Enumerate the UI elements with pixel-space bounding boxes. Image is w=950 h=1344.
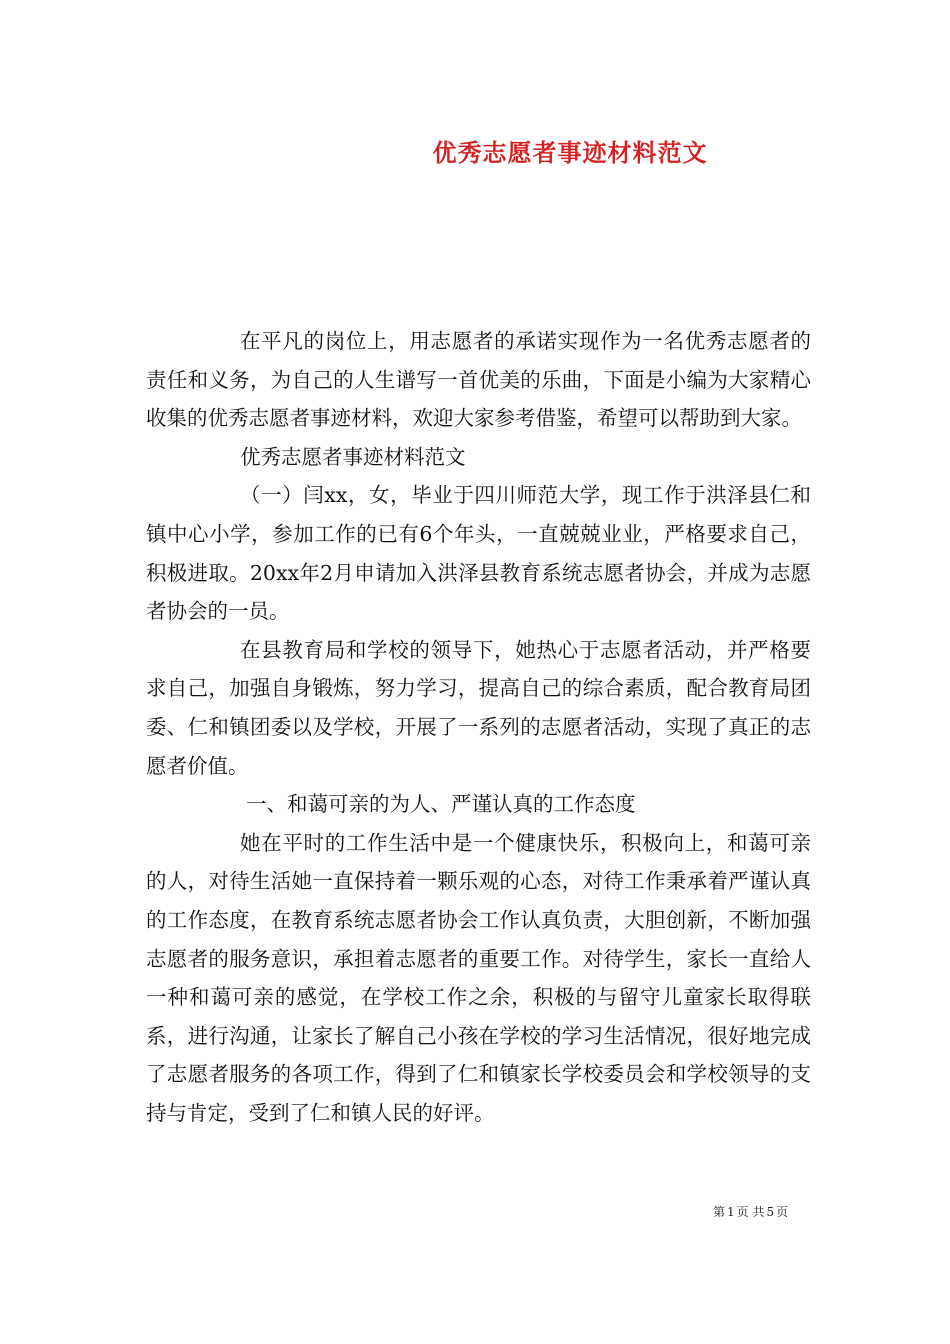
attitude-paragraph: 她在平时的工作生活中是一个健康快乐，积极向上，和蔼可亲的人，对待生活她一直保持着一颗乐观的心态，对待工作秉承着严谨认真的工作态度，在教育系统志愿者协会工作认真负责，大胆创新，不断加强志愿者的服务意识，承担着志愿者的重要工作。对待学生，家长一直给人一种和蔼可亲的感觉，在学校工作之余，积极的与留守儿童家长取得联系，进行沟通，让家长了解自己小孩在学校的学习生活情况，很好地完成了志愿者服务的各项工作，得到了仁和镇家长学校委员会和学校领导的支持与肯定，受到了仁和镇人民的好评。 (146, 830, 811, 1125)
page-total: 5 (766, 1205, 775, 1219)
page-middle: 页 共 (736, 1205, 765, 1219)
activity-paragraph: 在县教育局和学校的领导下，她热心于志愿者活动，并严格要求自己，加强自身锻炼，努力学习，提高自己的综合素质，配合教育局团委、仁和镇团委以及学校，开展了一系列的志愿者活动，实现了真正的志愿者价值。 (146, 637, 811, 778)
intro-paragraph: 在平凡的岗位上，用志愿者的承诺实现作为一名优秀志愿者的责任和义务，为自己的人生谱写一首优美的乐曲，下面是小编为大家精心收集的优秀志愿者事迹材料，欢迎大家参考借鉴，希望可以帮助到大家。 (146, 329, 811, 431)
page-number-footer (712, 1203, 789, 1220)
page-suffix: 页 (776, 1205, 789, 1219)
profile-paragraph: （一）闫xx，女，毕业于四川师范大学，现工作于洪泽县仁和镇中心小学，参加工作的已有6个年头，一直兢兢业业，严格要求自己，积极进取。20xx年2月申请加入洪泽县教育系统志愿者协会，并成为志愿者协会的一员。 (146, 483, 811, 624)
subheading-one: 一、和蔼可亲的为人、严谨认真的工作态度 (246, 792, 636, 817)
page-prefix: 第 (713, 1205, 726, 1219)
page-current: 1 (727, 1205, 735, 1219)
section-title: 优秀志愿者事迹材料范文 (240, 444, 466, 469)
document-title: 优秀志愿者事迹材料范文 (432, 138, 708, 167)
document-body (146, 322, 811, 1132)
